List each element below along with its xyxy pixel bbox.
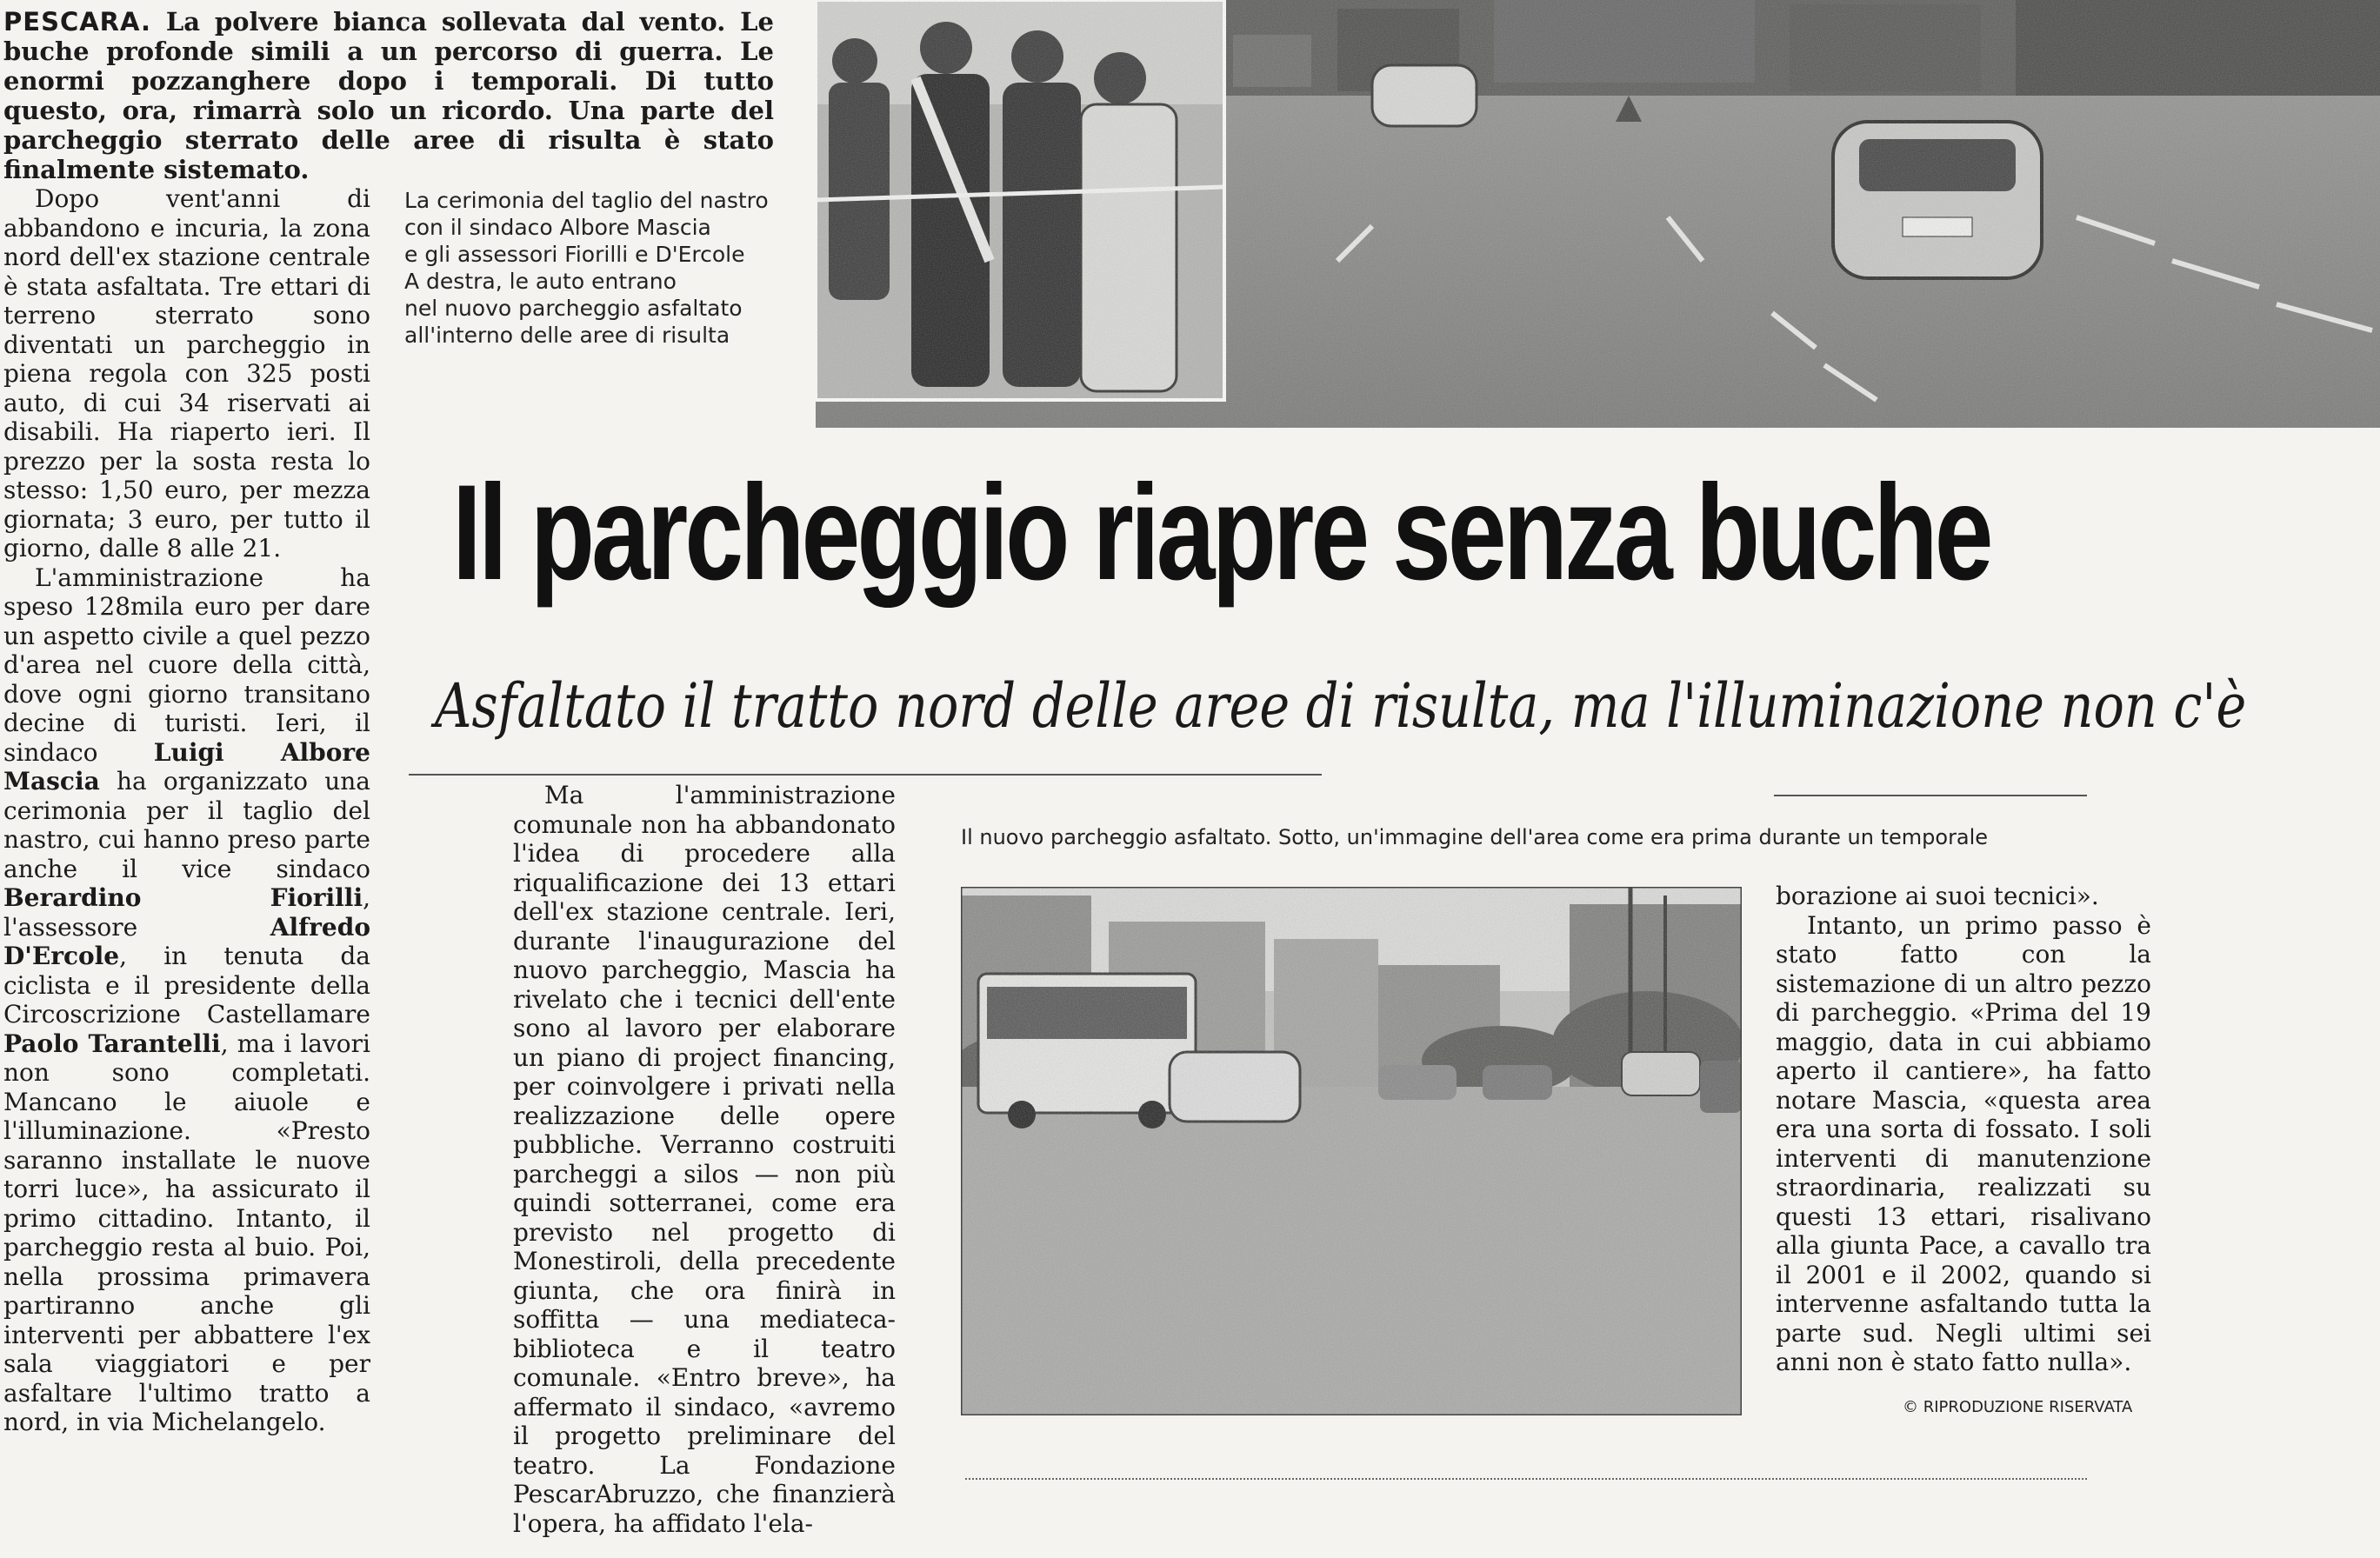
photo-parking-lot: [961, 887, 1742, 1415]
caption-line: e gli assessori Fiorilli e D'Ercole: [404, 242, 745, 267]
divider: [409, 774, 1322, 776]
body-paragraph: Dopo vent'anni di abbandono e incuria, la zona nord dell'ex stazione centrale è stata asfaltata. Tre ettari di terreno sterrato sono diventati un parcheggio in piena regola con 325 posti auto, di cui 34 riservati ai disabili. Ha riaperto ieri. Il prezzo per la sosta resta lo stesso: 1,50 euro, per mezza giornata; 3 euro, per tutto il giorno, dalle 8 alle 21.: [3, 184, 370, 563]
caption-line: La cerimonia del taglio del nastro: [404, 188, 769, 213]
person-name: Alfredo D'Ercole: [3, 912, 370, 970]
caption-top-photo: [404, 187, 813, 349]
person-name: Luigi Albore Mascia: [3, 737, 370, 796]
divider: [1774, 795, 2087, 796]
photo-ceremony-graphic: [816, 0, 2380, 428]
lead-paragraph: [3, 7, 774, 184]
lead-text: La polvere bianca sollevata dal vento. Le buche profonde simili a un percorso di guerra. Le enormi pozzanghere dopo i temporali. Di tutto questo, ora, rimarrà solo un ricordo. Una parte del parcheggio sterrato delle aree di risulta è stato finalmente sistemato.: [3, 7, 774, 184]
divider: [965, 1478, 2087, 1480]
caption-line: A destra, le auto entrano: [404, 269, 677, 294]
person-name: Paolo Tarantelli: [3, 1029, 221, 1058]
body-paragraph: borazione ai suoi tecnici».: [1776, 882, 2099, 910]
headline: Il parcheggio riapre senza buche: [452, 457, 1990, 609]
body-paragraph: L'amministrazione ha speso 128mila euro per dare un aspetto civile a quel pezzo d'area nel cuore della città, dove ogni giorno transitano decine di turisti. Ieri, il sindaco Luigi Albore Mascia ha organizzato una cerimonia per il taglio del nastro, cui hanno preso parte anche il vice sindaco Berardino Fiorilli, l'assessore Alfredo D'Ercole, in tenuta da ciclista e il presidente della Circoscrizione Castellamare Paolo Tarantelli, ma i lavori non sono completati. Mancano le aiuole e l'illuminazione. «Presto saranno installate le nuove torri luce», ha assicurato il primo cittadino. Intanto, il parcheggio resta al buio. Poi, nella prossima primavera partiranno anche gli interventi per abbattere l'ex sala viaggiatori e per asfaltare l'ultimo tratto a nord, in via Michelangelo.: [3, 563, 371, 1436]
subheadline: Asfaltato il tratto nord delle aree di risulta, ma l'illuminazione non c'è: [435, 670, 2247, 742]
dateline: PESCARA.: [3, 7, 152, 37]
photo-ceremony: [816, 0, 2380, 428]
body-paragraph: Ma l'amministrazione comunale non ha abbandonato l'idea di procedere alla riqualificazione dei 13 ettari dell'ex stazione centrale. Ieri, durante l'inaugurazione del nuovo parcheggio, Mascia ha rivelato che i tecnici dell'ente sono al lavoro per elaborare un piano di project financing, per coinvolgere i privati nella realizzazione delle opere pubbliche. Verranno costruiti parcheggi a silos — non più quindi sotterranei, come era previsto nel progetto di Monestiroli, della precedente giunta, che ora finirà in soffitta — una mediateca-biblioteca e il teatro comunale. «Entro breve», ha affermato il sindaco, «avremo il progetto preliminare del teatro. La Fondazione PescarAbruzzo, che finanzierà l'opera, ha affidato l'ela-: [513, 781, 896, 1538]
caption-line: con il sindaco Albore Mascia: [404, 215, 711, 240]
caption-line: nel nuovo parcheggio asfaltato: [404, 296, 743, 321]
photo-parking-graphic: [961, 887, 1742, 1415]
caption-line: all'interno delle aree di risulta: [404, 323, 730, 348]
article-column-3: [1776, 882, 2151, 1377]
caption-middle-photo: Il nuovo parcheggio asfaltato. Sotto, un'immagine dell'area come era prima durante un temporale: [961, 825, 1989, 849]
copyright-notice: © RIPRODUZIONE RISERVATA: [1903, 1398, 2133, 1416]
article-column-2: [513, 781, 896, 1538]
body-paragraph: Intanto, un primo passo è stato fatto con la sistemazione di un altro pezzo di parcheggio. «Prima del 19 maggio, data in cui abbiamo aperto il cantiere», ha fatto notare Mascia, «questa area era una sorta di fossato. I soli interventi di manutenzione straordinaria, realizzati su questi 13 ettari, risalivano alla giunta Pace, a cavallo tra il 2001 e il 2002, quando si intervenne asfaltando tutta la parte sud. Negli ultimi sei anni non è stato fatto nulla».: [1776, 910, 2151, 1376]
article-column-1: [3, 184, 370, 1437]
person-name: Berardino Fiorilli: [3, 883, 363, 912]
